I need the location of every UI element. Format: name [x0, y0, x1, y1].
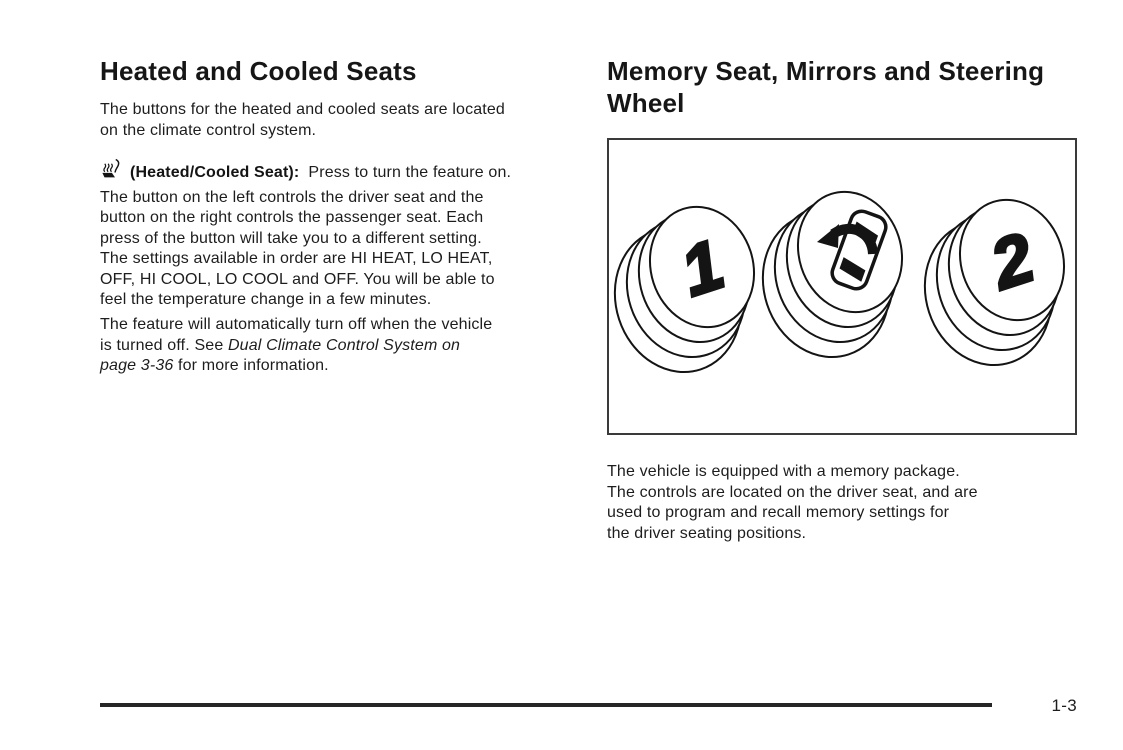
page-number: 1-3: [1051, 696, 1077, 715]
left-heading-block: [100, 55, 417, 87]
text-line: The feature will automatically turn off when the vehicle: [100, 316, 493, 333]
section-title-memory-seat: Memory Seat, Mirrors and Steering: [607, 56, 1045, 86]
section-title-heated-cooled-seats: Heated and Cooled Seats: [100, 56, 417, 86]
right-heading-block: [607, 55, 1044, 119]
text-line: The button on the left controls the driver seat and the: [100, 188, 484, 206]
cross-reference-italic: Dual Climate Control System on: [227, 336, 461, 354]
left-paragraph-1: [100, 100, 505, 141]
text-line: The settings available in order are HI HEAT, LO HEAT,: [100, 250, 493, 267]
inline-term-bold: (Heated/Cooled Seat):: [130, 164, 300, 181]
left-paragraph-2: [100, 158, 511, 311]
text-line: [100, 336, 492, 357]
memory-button-2-label: 2: [981, 217, 1043, 305]
left-paragraph-3: [100, 315, 492, 377]
text-line-with-icon: [100, 158, 511, 188]
memory-seat-buttons-figure: [607, 138, 1077, 435]
text-line: on the climate control system.: [100, 121, 317, 139]
memory-seat-buttons-illustration: [609, 140, 1075, 433]
right-paragraph-1: [607, 462, 978, 544]
text-run: for more information.: [173, 357, 329, 374]
text-line: the driver seating positions.: [607, 524, 807, 542]
text-line: The buttons for the heated and cooled seats are located: [100, 101, 505, 118]
text-line: used to program and recall memory settings for: [607, 504, 950, 521]
footer-rule: [100, 703, 992, 707]
memory-button-1: [609, 193, 769, 388]
text-line: press of the button will take you to a different setting.: [100, 229, 482, 247]
memory-button-2: [906, 186, 1075, 381]
text-line: The vehicle is equipped with a memory package.: [607, 463, 960, 480]
text-line: The controls are located on the driver seat, and are: [607, 483, 978, 501]
cross-reference-italic: page 3-36: [100, 357, 174, 374]
text-run: Press to turn the feature on.: [308, 164, 512, 181]
section-title-memory-seat-line2: Wheel: [607, 88, 685, 118]
text-run: is turned off. See: [100, 336, 228, 354]
text-line: button on the right controls the passenger seat. Each: [100, 209, 484, 226]
heated-cooled-seat-icon: [100, 158, 121, 188]
text-line: OFF, HI COOL, LO COOL and OFF. You will be able to: [100, 270, 495, 288]
text-line: feel the temperature change in a few minutes.: [100, 291, 432, 308]
memory-button-1-label: 1: [671, 224, 733, 312]
text-line: [100, 356, 492, 377]
